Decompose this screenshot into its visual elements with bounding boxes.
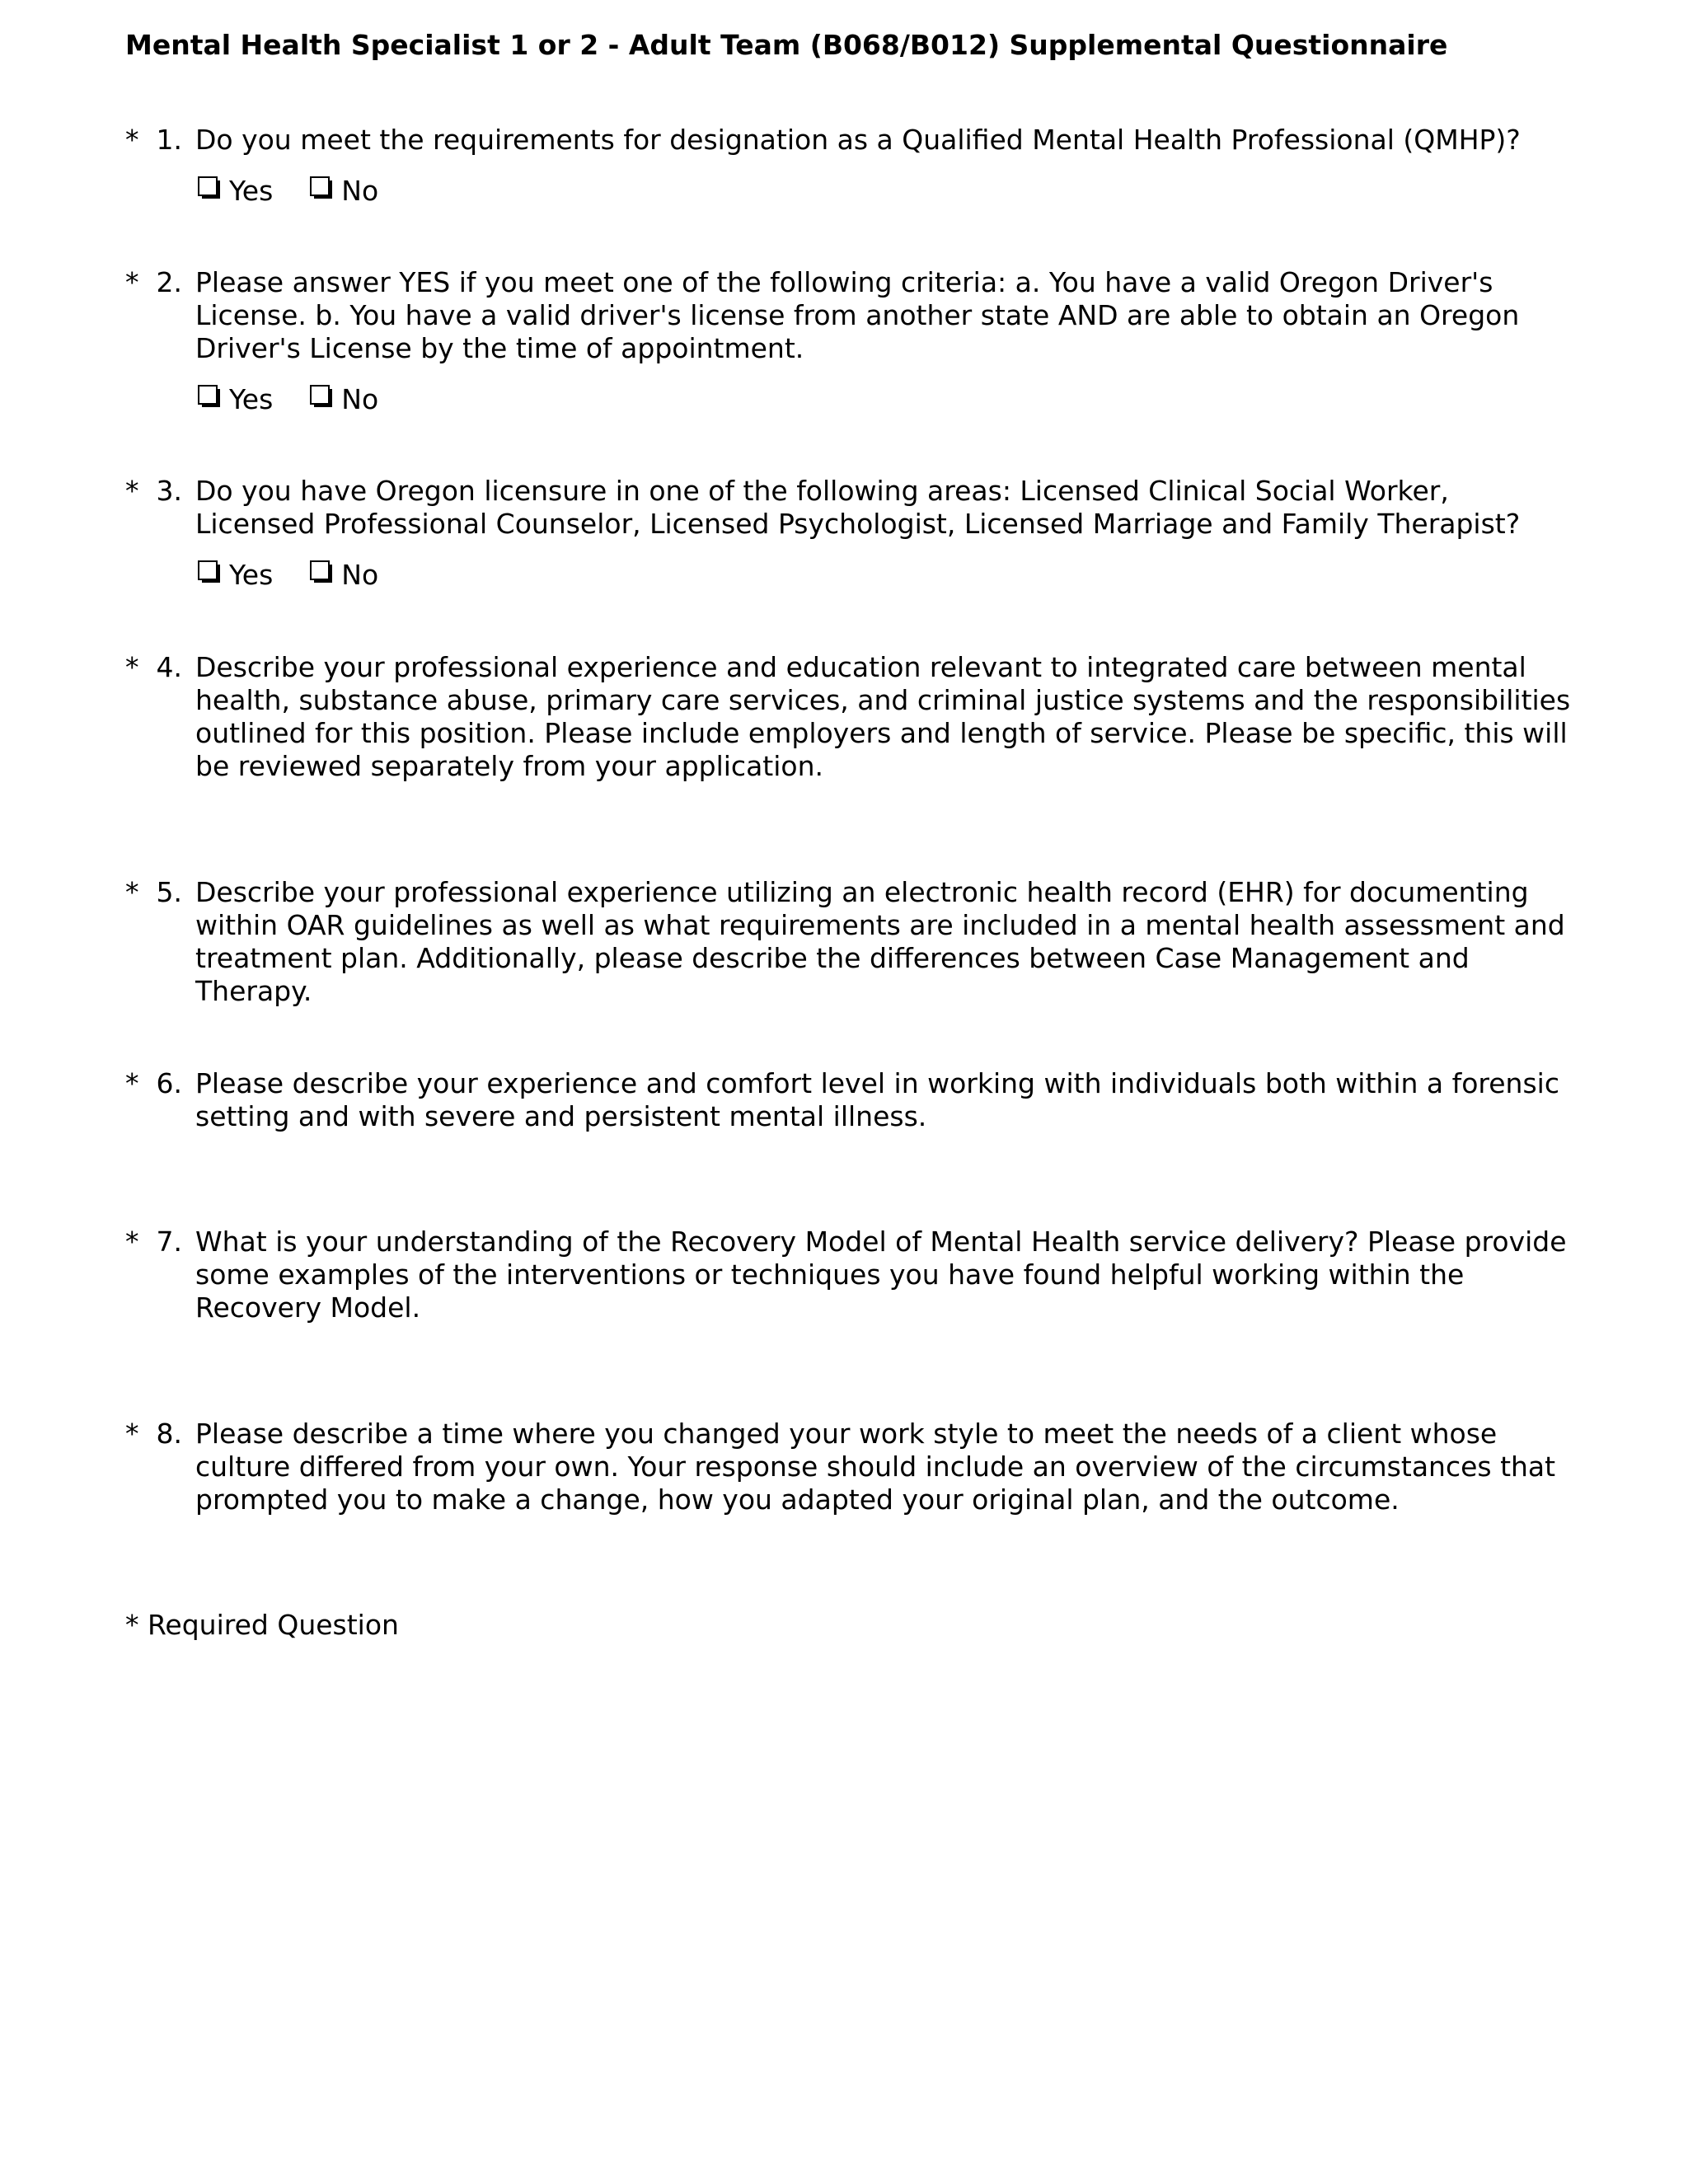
answer-options <box>198 559 415 592</box>
question-text: What is your understanding of the Recovery Model of Mental Health service delivery? Please provide some examples of the interventions or techniques you have found helpful working within the Recovery Model. <box>195 1226 1567 1324</box>
question-number: * 5. <box>125 876 182 908</box>
option-label: Yes <box>229 559 274 591</box>
question-text: Please describe a time where you changed your work style to meet the needs of a client whose culture differed from your own. Your response should include an overview of the circumstances that prompted you to make a change, how you adapted your original plan, and the outcome. <box>195 1418 1556 1516</box>
questionnaire-page <box>125 25 1576 1641</box>
question-text: Describe your professional experience utilizing an electronic health record (EHR) for documenting within OAR guidelines as well as what requirements are included in a mental health assessment and treatment plan. Additionally, please describe the differences between Case Management and Therapy. <box>195 876 1565 1007</box>
question-number: * 2. <box>125 266 182 298</box>
question-text: Do you meet the requirements for designation as a Qualified Mental Health Professional (QMHP)? <box>195 124 1521 156</box>
option-label: Yes <box>229 175 274 207</box>
checkbox-icon[interactable] <box>198 560 221 583</box>
option-label: No <box>341 383 379 415</box>
option-yes[interactable] <box>198 175 273 208</box>
question-text: Do you have Oregon licensure in one of the following areas: Licensed Clinical Social Worker, Licensed Professional Counselor, Licensed Psychologist, Licensed Marriage and Family Therapist? <box>195 475 1521 540</box>
answer-options <box>198 175 415 208</box>
checkbox-icon[interactable] <box>310 385 333 408</box>
checkbox-icon[interactable] <box>310 176 333 199</box>
option-yes[interactable] <box>198 383 273 416</box>
option-label: Yes <box>229 383 274 415</box>
page-title: Mental Health Specialist 1 or 2 - Adult Team (B068/B012) Supplemental Questionnaire <box>125 29 1448 61</box>
checkbox-icon[interactable] <box>198 176 221 199</box>
option-no[interactable] <box>310 559 378 592</box>
option-no[interactable] <box>310 175 378 208</box>
question-text: Please describe your experience and comfort level in working with individuals both within a forensic setting and with severe and persistent mental illness. <box>195 1067 1559 1132</box>
question-text: Describe your professional experience and education relevant to integrated care between mental health, substance abuse, primary care services, and criminal justice systems and the responsibilities outlined for this position. Please include employers and length of service. Please be specific, this will be reviewed separately from your application. <box>195 651 1571 782</box>
question-number: * 7. <box>125 1226 182 1258</box>
option-yes[interactable] <box>198 559 273 592</box>
question-text: Please answer YES if you meet one of the following criteria: a. You have a valid Oregon Driver's License. b. You have a valid driver's license from another state AND are able to obtain an Oregon Driver's License by the time of appointment. <box>195 266 1520 364</box>
option-label: No <box>341 175 379 207</box>
question-number: * 3. <box>125 475 182 507</box>
option-label: No <box>341 559 379 591</box>
checkbox-icon[interactable] <box>198 385 221 408</box>
question-number: * 8. <box>125 1418 182 1450</box>
question-number: * 1. <box>125 124 182 156</box>
checkbox-icon[interactable] <box>310 560 333 583</box>
option-no[interactable] <box>310 383 378 416</box>
answer-options <box>198 383 415 416</box>
question-number: * 6. <box>125 1067 182 1099</box>
question-number: * 4. <box>125 651 182 683</box>
required-question-note: * Required Question <box>125 1609 399 1641</box>
